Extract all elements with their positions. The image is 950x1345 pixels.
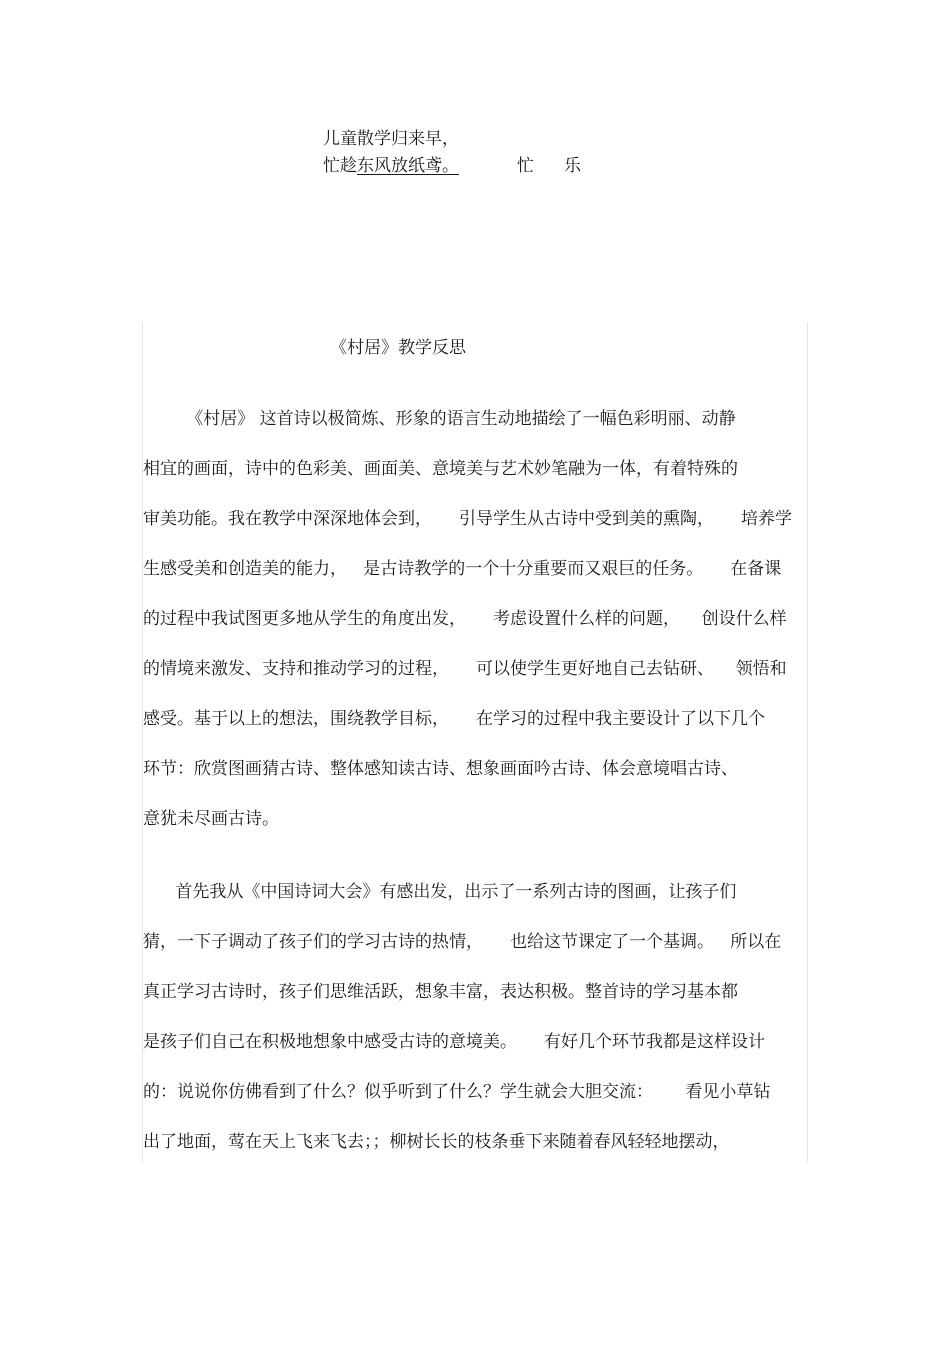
paragraph-1-line: 意犹未尽画古诗。 — [143, 809, 279, 829]
paragraph-2-line: 真正学习古诗时，孩子们思维活跃，想象丰富，表达积极。整首诗的学习基本都 — [143, 982, 738, 1002]
paragraph-2-line: 首先我从《中国诗词大会》有感出发，出示了一系列古诗的图画，让孩子们 — [143, 882, 737, 902]
poem-line-2 — [323, 153, 581, 180]
paragraph-1-line: 审美功能。我在教学中深深地体会到， 引导学生从古诗中受到美的熏陶， 培养学 — [143, 509, 793, 529]
poem-excerpt — [323, 126, 581, 180]
paragraph-1-line: 的过程中我试图更多地从学生的角度出发， 考虑设置什么样的问题， 创设什么样 — [143, 609, 787, 629]
paragraph-2-line: 是孩子们自己在积极地想象中感受古诗的意境美。 有好几个环节我都是这样设计 — [143, 1032, 766, 1052]
paragraph-1-line: 相宜的画面，诗中的色彩美、画面美、意境美与艺术妙笔融为一体，有着特殊的 — [143, 459, 738, 479]
poem-line-1: 儿童散学归来早， — [323, 129, 459, 149]
poem-line-2-prefix: 忙趁 — [323, 156, 357, 176]
document-title: 《村居》教学反思 — [330, 338, 466, 358]
poem-note-b: 乐 — [564, 156, 581, 176]
paragraph-1-line: 感受。基于以上的想法，围绕教学目标， 在学习的过程中我主要设计了以下几个 — [143, 709, 766, 729]
poem-line-2-underlined: 东风放纸鸢。 — [357, 156, 459, 176]
paragraph-2-line: 出了地面，莺在天上飞来飞去；；柳树长长的枝条垂下来随着春风轻轻地摆动， — [143, 1132, 730, 1152]
paragraph-2-line: 的：说说你仿佛看到了什么？似乎听到了什么？学生就会大胆交流： 看见小草钻 — [143, 1082, 771, 1102]
paragraph-2 — [143, 879, 805, 1179]
paragraph-1 — [143, 406, 805, 856]
paragraph-2-line: 猜，一下子调动了孩子们的学习古诗的热情， 也给这节课定了一个基调。 所以在 — [143, 932, 782, 952]
paragraph-1-line: 环节：欣赏图画猜古诗、整体感知读古诗、想象画面吟古诗、体会意境唱古诗、 — [143, 759, 738, 779]
paragraph-1-line: 的情境来激发、支持和推动学习的过程， 可以使学生更好地自己去钻研、 领悟和 — [143, 659, 787, 679]
poem-note-a: 忙 — [517, 156, 534, 176]
paragraph-1-line: 生感受美和创造美的能力， 是古诗教学的一个十分重要而又艰巨的任务。 在备课 — [143, 559, 782, 579]
paragraph-1-line: 《村居》 这首诗以极简炼、形象的语言生动地描绘了一幅色彩明丽、动静 — [143, 409, 736, 429]
